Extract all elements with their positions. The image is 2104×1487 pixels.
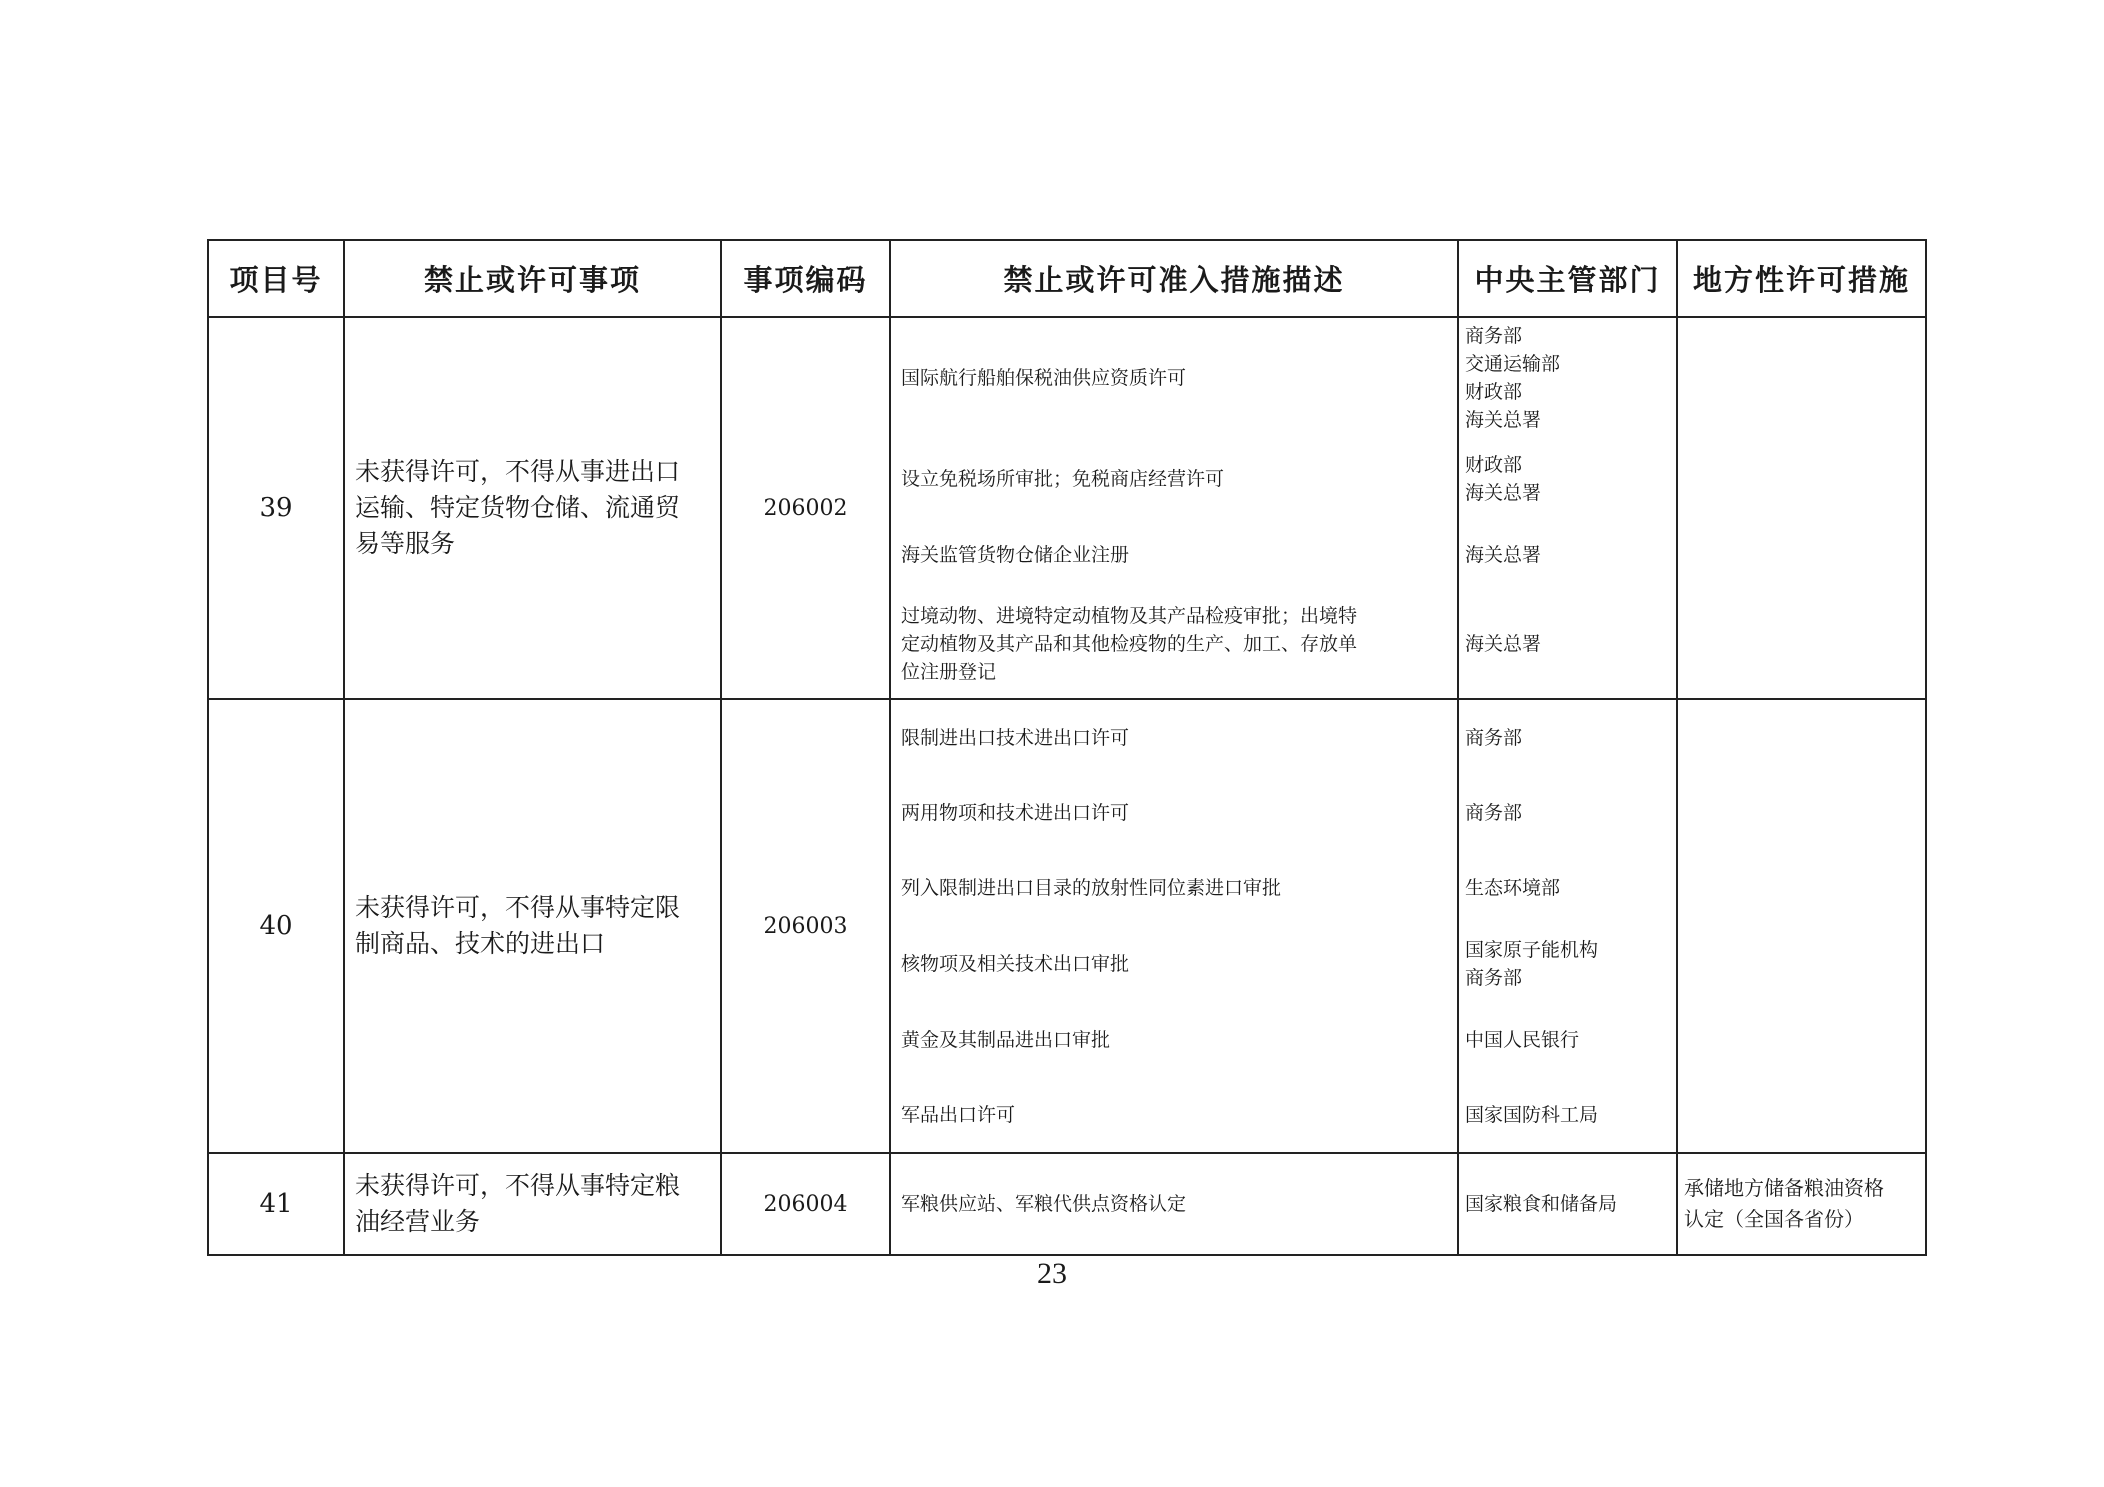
measure-description: 设立免税场所审批；免税商店经营许可	[901, 468, 1225, 490]
header-department: 中央主管部门	[1458, 240, 1677, 317]
measure-descriptions	[890, 317, 1458, 699]
departments	[1458, 699, 1677, 1153]
measure-description: 限制进出口技术进出口许可	[901, 726, 1130, 749]
table-row	[208, 699, 1926, 1153]
project-number: 41	[208, 1153, 344, 1255]
item-code: 206003	[721, 699, 890, 1153]
measure-descriptions	[890, 1153, 1458, 1255]
measure-description: 黄金及其制品进出口审批	[901, 1028, 1111, 1051]
department-cell: 国家原子能机构 商务部	[1465, 938, 1599, 989]
department-cell: 海关总署	[1465, 544, 1542, 566]
item-line: 易等服务	[355, 529, 456, 558]
department-cell: 海关总署	[1465, 633, 1542, 655]
item-line: 运输、特定货物仓储、流通贸	[355, 493, 681, 522]
measure-description: 核物项及相关技术出口审批	[901, 952, 1130, 975]
local-measure	[1677, 699, 1926, 1153]
department-cell: 国家国防科工局	[1465, 1103, 1599, 1126]
measure-description: 两用物项和技术进出口许可	[901, 801, 1130, 824]
item-text	[344, 1153, 721, 1255]
project-number: 40	[208, 699, 344, 1153]
item-code: 206002	[721, 317, 890, 699]
header-item: 禁止或许可事项	[344, 240, 721, 317]
page-number: 23	[1037, 1257, 1067, 1290]
measure-description: 过境动物、进境特定动植物及其产品检疫审批；出境特 定动植物及其产品和其他检疫物的生产、加工、存放单 位注册登记	[901, 605, 1358, 683]
item-code: 206004	[721, 1153, 890, 1255]
measure-description: 列入限制进出口目录的放射性同位素进口审批	[901, 876, 1282, 899]
header-row	[208, 240, 1926, 317]
header-local-measure: 地方性许可措施	[1677, 240, 1926, 317]
measure-description: 军品出口许可	[901, 1103, 1016, 1126]
table-row	[208, 1153, 1926, 1255]
measure-descriptions	[890, 699, 1458, 1153]
item-line: 未获得许可，不得从事进出口	[355, 457, 681, 486]
departments	[1458, 317, 1677, 699]
local-measure: 承储地方储备粮油资格 认定（全国各省份）	[1677, 1153, 1926, 1255]
measure-description: 军粮供应站、军粮代供点资格认定	[901, 1193, 1187, 1215]
project-number: 39	[208, 317, 344, 699]
table-row	[208, 317, 1926, 699]
item-text	[344, 699, 721, 1153]
item-text	[344, 317, 721, 699]
item-line: 油经营业务	[355, 1207, 481, 1236]
license-table	[207, 239, 1927, 1256]
departments	[1458, 1153, 1677, 1255]
department-cell: 财政部 海关总署	[1465, 454, 1542, 504]
local-measure	[1677, 317, 1926, 699]
department-cell: 国家粮食和储备局	[1465, 1193, 1618, 1215]
header-code: 事项编码	[721, 240, 890, 317]
department-cell: 商务部	[1465, 801, 1523, 824]
department-cell: 商务部	[1465, 726, 1523, 749]
department-cell: 中国人民银行	[1465, 1028, 1580, 1051]
measure-description: 海关监管货物仓储企业注册	[901, 544, 1130, 566]
department-cell: 生态环境部	[1465, 876, 1561, 899]
item-line: 未获得许可，不得从事特定限	[355, 893, 681, 922]
item-line: 制商品、技术的进出口	[355, 929, 606, 958]
department-cell: 商务部 交通运输部 财政部 海关总署	[1465, 325, 1561, 431]
header-project-number: 项目号	[208, 240, 344, 317]
item-line: 未获得许可，不得从事特定粮	[355, 1171, 681, 1200]
measure-description: 国际航行船舶保税油供应资质许可	[901, 367, 1187, 389]
header-description: 禁止或许可准入措施描述	[890, 240, 1458, 317]
